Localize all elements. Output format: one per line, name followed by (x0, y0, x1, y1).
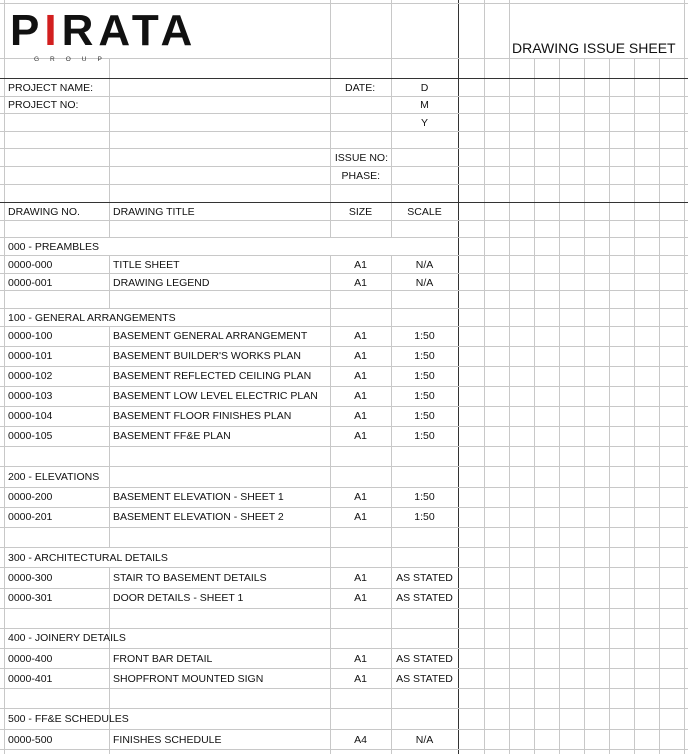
drawing-title: DOOR DETAILS - SHEET 1 (113, 592, 244, 604)
section-heading: 200 - ELEVATIONS (8, 471, 100, 483)
drawing-size: A4 (354, 734, 367, 746)
drawing-scale: AS STATED (396, 673, 453, 685)
drawing-size: A1 (354, 592, 367, 604)
col-size: SIZE (348, 206, 373, 218)
grid-line (0, 426, 688, 427)
drawing-no: 0000-105 (8, 430, 53, 442)
drawing-title: FRONT BAR DETAIL (113, 653, 213, 665)
drawing-title: DRAWING LEGEND (113, 277, 210, 289)
drawing-size: A1 (354, 410, 367, 422)
grid-line (0, 202, 688, 203)
drawing-no: 0000-102 (8, 370, 53, 382)
grid-line (0, 255, 688, 256)
drawing-title: BASEMENT ELEVATION - SHEET 2 (113, 511, 284, 523)
drawing-title: BASEMENT REFLECTED CEILING PLAN (113, 370, 312, 382)
drawing-scale: 1:50 (414, 330, 435, 342)
grid-line (0, 220, 688, 221)
drawing-scale: 1:50 (414, 410, 435, 422)
date-month: M (420, 99, 429, 111)
grid-line (0, 567, 688, 568)
grid-line (0, 628, 688, 629)
drawing-no: 0000-104 (8, 410, 53, 422)
drawing-size: A1 (354, 330, 367, 342)
drawing-no: 0000-000 (8, 259, 53, 271)
drawing-no: 0000-101 (8, 350, 53, 362)
drawing-no: 0000-401 (8, 673, 53, 685)
project-no-label: PROJECT NO: (8, 99, 79, 111)
drawing-no: 0000-201 (8, 511, 53, 523)
drawing-title: BASEMENT LOW LEVEL ELECTRIC PLAN (113, 390, 318, 402)
grid-line (0, 113, 688, 114)
sheet-title: DRAWING ISSUE SHEET (512, 40, 676, 56)
drawing-size: A1 (354, 430, 367, 442)
grid-line (0, 366, 688, 367)
section-heading: 400 - JOINERY DETAILS (8, 632, 126, 644)
section-heading: 000 - PREAMBLES (8, 241, 100, 253)
grid-line (0, 78, 688, 79)
drawing-scale: 1:50 (414, 430, 435, 442)
drawing-no: 0000-100 (8, 330, 53, 342)
date-year: Y (420, 117, 428, 129)
grid-line (0, 608, 688, 609)
grid-line (0, 527, 688, 528)
date-day: D (420, 82, 429, 94)
drawing-no: 0000-500 (8, 734, 53, 746)
drawing-size: A1 (354, 511, 367, 523)
drawing-no: 0000-301 (8, 592, 53, 604)
drawing-scale: 1:50 (414, 511, 435, 523)
grid-line (0, 131, 688, 132)
drawing-scale: AS STATED (396, 653, 453, 665)
drawing-size: A1 (354, 390, 367, 402)
drawing-title: SHOPFRONT MOUNTED SIGN (113, 673, 264, 685)
drawing-scale: AS STATED (396, 572, 453, 584)
drawing-scale: 1:50 (414, 370, 435, 382)
grid-line (0, 507, 688, 508)
drawing-size: A1 (354, 491, 367, 503)
date-label: DATE: (345, 82, 376, 94)
drawing-title: TITLE SHEET (113, 259, 180, 271)
col-drawing-title: DRAWING TITLE (113, 206, 195, 218)
grid-line (0, 446, 688, 447)
drawing-size: A1 (354, 350, 367, 362)
drawing-size: A1 (354, 572, 367, 584)
drawing-no: 0000-103 (8, 390, 53, 402)
col-drawing-no: DRAWING NO. (8, 206, 80, 218)
grid-line (0, 688, 688, 689)
drawing-size: A1 (354, 673, 367, 685)
drawing-title: BASEMENT FLOOR FINISHES PLAN (113, 410, 292, 422)
grid-line (0, 708, 688, 709)
drawing-title: STAIR TO BASEMENT DETAILS (113, 572, 267, 584)
drawing-scale: 1:50 (414, 491, 435, 503)
grid-line (0, 406, 688, 407)
grid-line (0, 668, 688, 669)
drawing-no: 0000-300 (8, 572, 53, 584)
drawing-no: 0000-400 (8, 653, 53, 665)
grid-line (0, 273, 688, 274)
section-heading: 100 - GENERAL ARRANGEMENTS (8, 312, 176, 324)
pirata-logo: PIRATA (10, 6, 198, 55)
section-heading: 500 - FF&E SCHEDULES (8, 713, 129, 725)
issue-no-label: ISSUE NO: (334, 152, 388, 164)
drawing-scale: 1:50 (414, 350, 435, 362)
drawing-size: A1 (354, 259, 367, 271)
drawing-size: A1 (354, 653, 367, 665)
grid-line (0, 749, 688, 750)
phase-label: PHASE: (341, 170, 380, 182)
drawing-no: 0000-200 (8, 491, 53, 503)
drawing-scale: 1:50 (414, 390, 435, 402)
drawing-scale: N/A (415, 259, 434, 271)
grid-line (0, 166, 688, 167)
drawing-size: A1 (354, 370, 367, 382)
drawing-title: BASEMENT FF&E PLAN (113, 430, 231, 442)
drawing-no: 0000-001 (8, 277, 53, 289)
drawing-title: BASEMENT ELEVATION - SHEET 1 (113, 491, 284, 503)
drawing-title: BASEMENT GENERAL ARRANGEMENT (113, 330, 308, 342)
grid-line (0, 466, 688, 467)
logo-subtitle: GROUP (34, 56, 113, 63)
drawing-title: FINISHES SCHEDULE (113, 734, 222, 746)
drawing-title: BASEMENT BUILDER'S WORKS PLAN (113, 350, 301, 362)
grid-line (0, 184, 688, 185)
drawing-scale: AS STATED (396, 592, 453, 604)
grid-line (0, 346, 688, 347)
grid-line (0, 326, 688, 327)
grid-line (0, 648, 688, 649)
grid-line (0, 148, 688, 149)
drawing-scale: N/A (415, 734, 434, 746)
grid-line (0, 386, 688, 387)
grid-line (0, 588, 688, 589)
project-name-label: PROJECT NAME: (8, 82, 93, 94)
drawing-size: A1 (354, 277, 367, 289)
grid-line (0, 290, 688, 291)
grid-line (0, 96, 688, 97)
section-heading: 300 - ARCHITECTURAL DETAILS (8, 552, 168, 564)
col-scale: SCALE (407, 206, 442, 218)
drawing-scale: N/A (415, 277, 434, 289)
grid-line (0, 729, 688, 730)
grid-line (0, 487, 688, 488)
